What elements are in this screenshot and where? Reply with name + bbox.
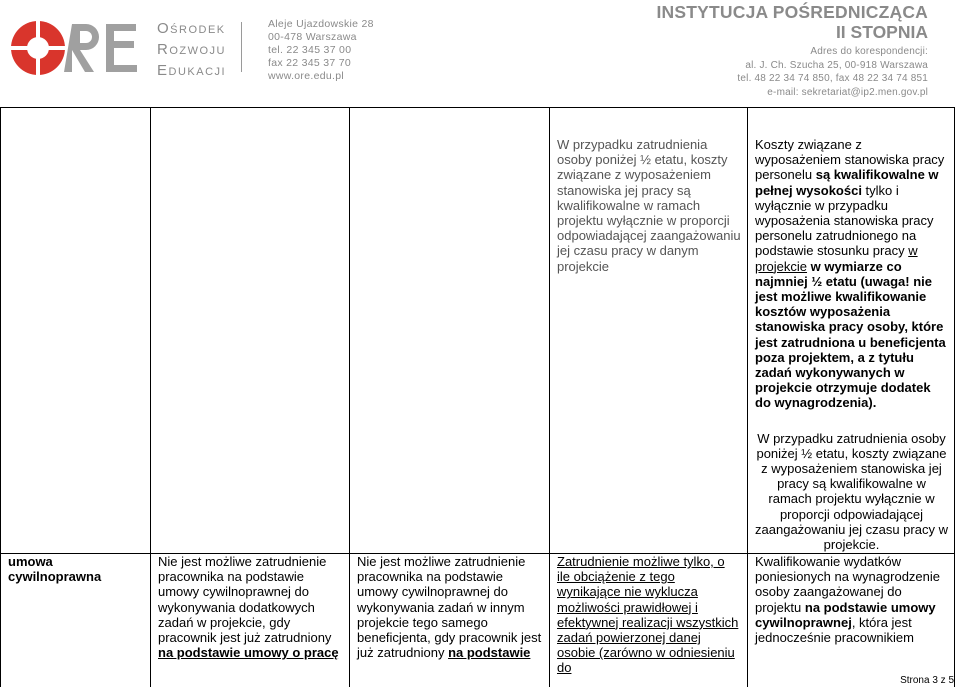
cell-text-bold: na podstawie umowy cywilnoprawnej	[755, 599, 936, 630]
table-row	[1, 108, 955, 554]
row-label: umowa cywilnoprawna	[8, 554, 102, 585]
cell-text: , która jest jednocześnie pracownikiem	[755, 614, 914, 646]
cell-text-bold: na podstawie	[448, 645, 531, 661]
table-cell	[748, 108, 955, 554]
org-line: Ośrodek	[157, 20, 226, 37]
table-cell	[350, 554, 550, 687]
org-address	[268, 18, 374, 83]
cell-text: Koszty związane z wyposażeniem stanowiska pracy personelu	[755, 137, 945, 183]
page-number: Strona 3 z 5	[900, 675, 954, 686]
cell-text-underlined: Zatrudnienie możliwe tylko, o ile obciążenie z tego wynikające nie wyklucza możliwości prawidłowej i efektywnej realizacji wszystkich zadań powierzonej danej osobie (zarówno w odniesieniu do	[557, 554, 739, 676]
cell-text: Nie jest możliwe zatrudnienie pracownika na podstawie umowy cywilnoprawnej do wykonywania dodatkowych zadań w projekcie, gdy pracownik jest już zatrudniony	[158, 554, 332, 646]
cell-text: W przypadku zatrudnienia osoby poniżej ½ etatu, koszty związane z wyposażeniem stanowiska jej pracy są kwalifikowalne w ramach projektu wyłącznie w proporcji odpowiadającej zaangażowaniu jej czasu pracy w danym projekcie	[557, 137, 741, 274]
contact-line: e-mail: sekretariat@ip2.men.gov.pl	[767, 86, 928, 98]
cell-text: Nie jest możliwe zatrudnienie pracownika na podstawie umowy cywilnoprawnej do wykonywania zadań w innym projekcie tego samego beneficjenta, gdy pracownik jest już zatrudniony	[357, 554, 542, 661]
table-row	[1, 554, 955, 687]
contact-line: al. J. Ch. Szucha 25, 00-918 Warszawa	[745, 59, 928, 71]
cell-text-bold: są kwalifikowalne w pełnej wysokości	[755, 167, 939, 198]
address-line: fax 22 345 37 70	[268, 57, 352, 69]
table-cell	[151, 108, 350, 554]
institution-subtitle: II STOPNIA	[835, 22, 928, 42]
contact-line: tel. 48 22 34 74 850, fax 48 22 34 74 851	[737, 73, 928, 84]
cell-paragraph: W przypadku zatrudnienia osoby poniżej ½ etatu, koszty związane z wyposażeniem stanowiska jej pracy są kwalifikowalne w ramach projektu wyłącznie w proporcji odpowiadającej zaangażowaniu jej czasu pracy w projekcie.	[755, 430, 948, 553]
table-cell	[350, 108, 550, 554]
org-name	[157, 18, 226, 81]
table-cell	[1, 108, 151, 554]
org-line: Edukacji	[157, 62, 227, 79]
table-cell	[550, 554, 748, 687]
address-line: www.ore.edu.pl	[268, 70, 344, 82]
institution-title: INSTYTUCJA POŚREDNICZĄCA	[656, 2, 928, 22]
address-line: Aleje Ujazdowskie 28	[268, 18, 374, 30]
address-line: 00-478 Warszawa	[268, 31, 357, 43]
cell-text-underlined: w projekcie	[755, 243, 918, 274]
org-line: Rozwoju	[157, 41, 226, 58]
cell-text: tylko i wyłącznie w przypadku wyposażenia stanowiska pracy personelu zatrudnionego na podstawie stosunku pracy	[755, 182, 934, 259]
table-cell	[151, 554, 350, 687]
eligibility-table	[0, 107, 955, 687]
letterhead	[0, 0, 960, 100]
ore-logo-icon	[10, 18, 140, 78]
address-line: tel. 22 345 37 00	[268, 44, 352, 56]
cell-text-bold: w wymiarze co najmniej ½ etatu (uwaga! nie jest możliwe kwalifikowanie kosztów wyposażenia stanowiska pracy osoby, które jest zatrudniona u beneficjenta poza projektem, a z tytułu zadań wykonywanych w projekcie otrzymuje dodatek do wynagrodzenia).	[755, 258, 946, 411]
table-cell	[748, 554, 955, 687]
contact-line: Adres do korespondencji:	[810, 46, 928, 57]
cell-text-bold: na podstawie umowy o pracę	[158, 645, 339, 661]
table-cell	[550, 108, 748, 554]
cell-paragraph	[755, 137, 948, 411]
cell-text: Kwalifikowanie wydatków poniesionych na wynagrodzenie osoby zaangażowanej do projektu	[755, 554, 941, 615]
header-divider	[241, 22, 242, 72]
table-cell	[1, 554, 151, 687]
institution-block	[656, 2, 928, 99]
